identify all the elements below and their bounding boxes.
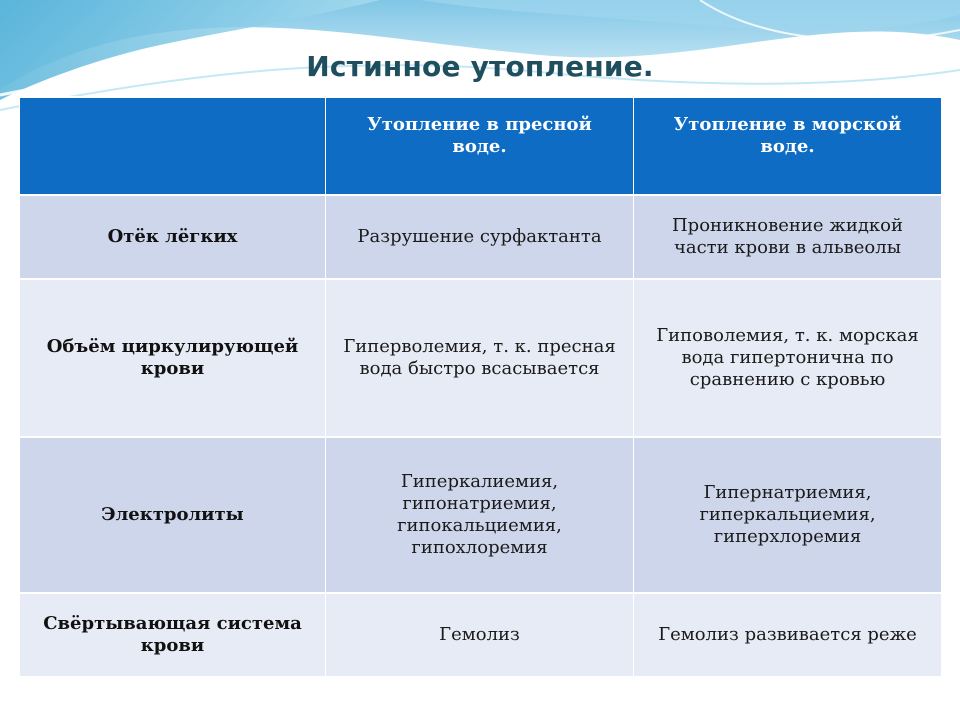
cell-fresh: Гиперволемия, т. к. пресная вода быстро всасывается xyxy=(326,279,634,437)
cell-fresh: Гемолиз xyxy=(326,593,634,677)
table-row xyxy=(20,593,942,677)
comparison-table xyxy=(19,96,942,678)
row-label-electrolytes: Электролиты xyxy=(20,437,326,593)
cell-sea: Проникновение жидкой части крови в альвеолы xyxy=(634,195,942,279)
table-header-row xyxy=(20,97,942,195)
cell-sea: Гиповолемия, т. к. морская вода гипертонична по сравнению с кровью xyxy=(634,279,942,437)
row-label-pulmonary-edema: Отёк лёгких xyxy=(20,195,326,279)
cell-fresh: Гиперкалиемия, гипонатриемия, гипокальциемия, гипохлоремия xyxy=(326,437,634,593)
row-label-coagulation: Свёртывающая система крови xyxy=(20,593,326,677)
table-row xyxy=(20,437,942,593)
cell-fresh: Разрушение сурфактанта xyxy=(326,195,634,279)
cell-sea: Гипернатриемия, гиперкальциемия, гиперхлоремия xyxy=(634,437,942,593)
header-empty xyxy=(20,97,326,195)
header-fresh-water: Утопление в пресной воде. xyxy=(326,97,634,195)
cell-sea: Гемолиз развивается реже xyxy=(634,593,942,677)
row-label-blood-volume: Объём циркулирующей крови xyxy=(20,279,326,437)
slide-title: Истинное утопление. xyxy=(306,50,654,83)
table-row xyxy=(20,279,942,437)
header-sea-water: Утопление в морской воде. xyxy=(634,97,942,195)
table-row xyxy=(20,195,942,279)
